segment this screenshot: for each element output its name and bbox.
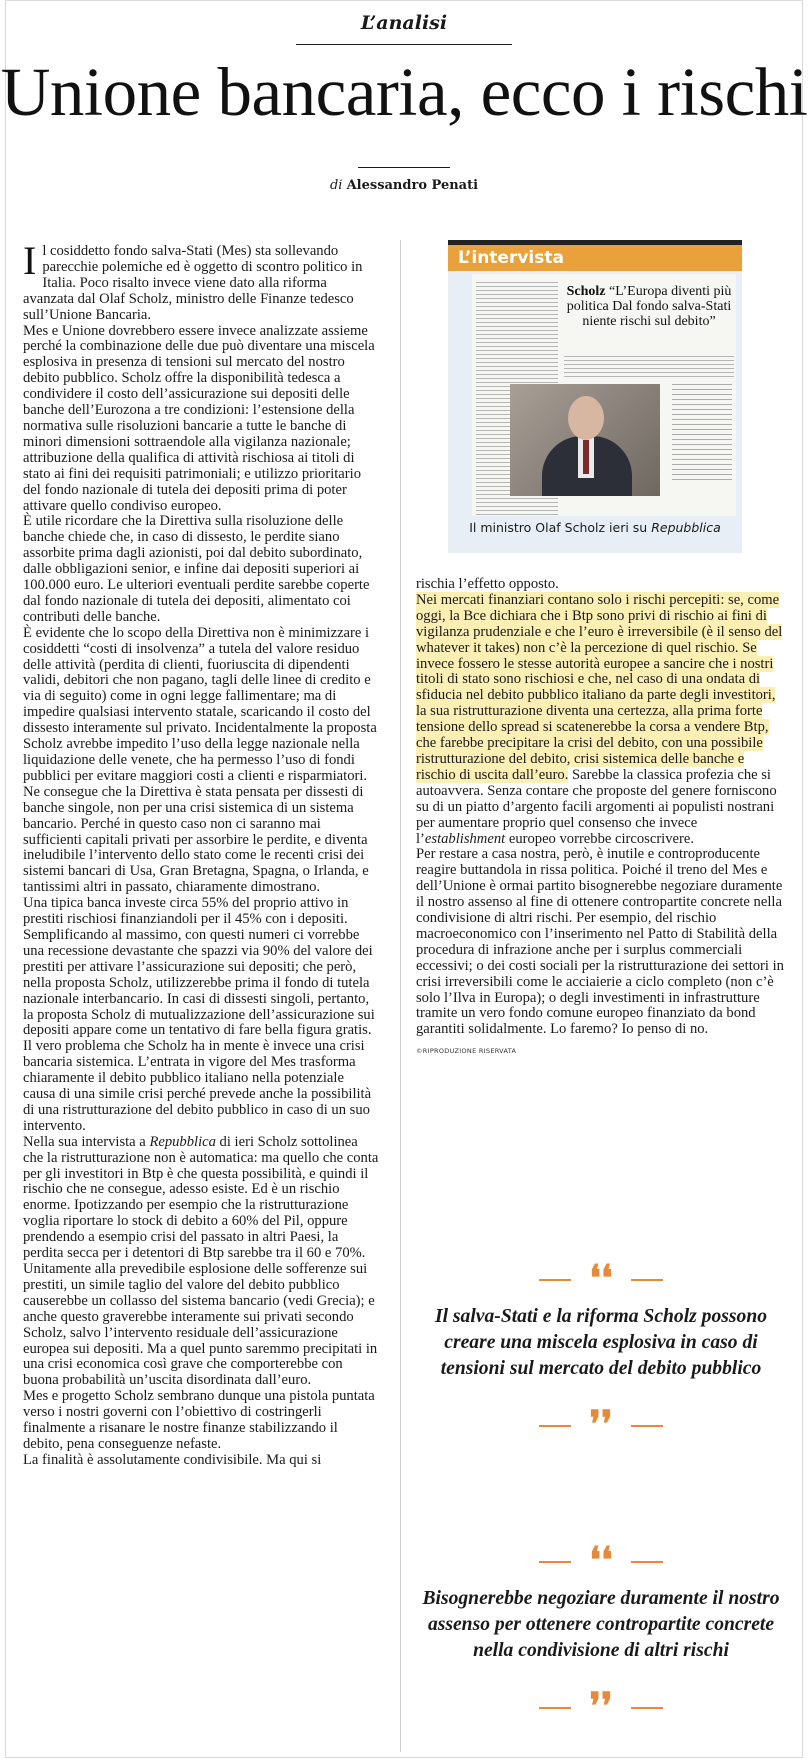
byline-prefix: di [329,178,343,193]
article-column-left [23,238,379,1469]
column-divider [400,240,401,1752]
section-kicker: L’analisi [360,12,448,34]
inset-title: Scholz “L’Europa diventi più politica Dal fondo salva-Stati niente rischi sul debito” [566,284,732,329]
pull-quote-2 [416,1539,786,1750]
inset-text-column [564,356,734,380]
quote-open-icon: ❛❛ [416,1268,786,1292]
inset-quote-text [672,384,732,484]
inset-caption: Il ministro Olaf Scholz ieri su Repubblica [469,520,721,535]
portrait-photo [510,384,660,496]
article-column-right [416,577,786,1060]
article-paragraph: rischia l’effetto opposto. [416,576,559,592]
dropcap: I [23,238,37,283]
interview-inset-image [448,240,742,553]
quote-close-icon: ❜❜ [416,1414,786,1438]
article-paragraph: Unitamente alla prevedibile esplosione delle sofferenze sui prestiti, un simile taglio del valore del debito pubblico causerebbe un collasso del sistema bancario (vedi Grecia); e anche questo graverebbe interamente sui privati secondo Scholz, salvo l’intervento residuale dell’assicurazione europea sui depositi. Ma a quel punto saremmo precipitati in una crisi economica così grave che comporterebbe con buona probabilità un’uscita disordinata dall’euro. [23,1261,378,1389]
article-paragraph: Per restare a casa nostra, però, è inutile e controproducente reagire buttandola in rissa politica. Poiché il treno del Mes e dell’Unione è ormai partito bisognerebbe negoziare duramente il nostro assenso al fine di ottenere contropartite concrete nella condivisione di altri rischi. Per esempio, del rischio macroeconomico con l’inserimento nel Patto di Stabilità della procedura di infrazione anche per i surplus commerciali eccessivi; o dei costi sociali per la ristrutturazione dei settori in crisi irreversibili come le acciaierie a ciclo completo (non c’è solo l’Ilva in Europa); o degli investimenti in infrastrutture tramite un vero fondo comune europeo finanziato da bond garantiti solidalmente. Lo faremo? Io penso di no. [416,846,784,1038]
pull-quote-text: Il salva-Stati e la riforma Scholz possono creare una miscela esplosiva in caso di tensioni sul mercato del debito pubblico [434,1306,768,1379]
byline-author: Alessandro Penati [346,178,479,193]
kicker-rule [296,44,512,45]
quote-close-icon: ❜❜ [416,1696,786,1720]
pull-quote-text: Bisognerebbe negoziare duramente il nostro assenso per ottenere contropartite concrete nella condivisione di altri rischi [422,1588,780,1661]
pull-quote-1 [416,1257,786,1468]
copyright-notice: ©RIPRODUZIONE RISERVATA [416,1047,517,1056]
article-paragraph: È utile ricordare che la Direttiva sulla risoluzione delle banche chiede che, in caso di dissesto, le perdite siano assorbite prima dagli azionisti, poi dal debito subordinato, dalle obbligazioni senior, e infine dai depositi superiori ai 100.000 euro. Le ulteriori eventuali perdite sarebbe coperte dal fondo nazionale di tutela dei depositi, alimentato coi contributi delle banche. [23,513,370,625]
byline-rule [358,167,450,168]
article-paragraph: Nella sua intervista a Repubblica di ieri Scholz sottolinea che la ristrutturazione non è automatica: ma quello che conta per gli investitori in Btp è che questa possibilità, e quindi il rischio che ne consegue, adesso esiste. Ed è un rischio enorme. Ipotizzando per esempio che la ristrutturazione voglia riportare lo stock di debito a 60% del Pil, oppure prendendo a esempio crisi del passato in altri Paesi, la perdita secca per i detentori di Btp sarebbe tra il 60 e 70%. [23,1133,379,1262]
highlighted-text: Nei mercati finanziari contano solo i rischi percepiti: se, come oggi, la Bce dichiara che i Btp sono privi di rischio ai fini di vigilanza prudenziale e che l’euro è irreversibile (è il senso del whatever it takes) non c’è la percezione di quel rischio. Se invece fossero le stesse autorità europee a sancire che i nostri titoli di stato sono rischiosi e che, nel caso di una ondata di sfiducia nel debito pubblico italiano da parte degli investitori, la sua ristrutturazione diventa una certezza, alla prima forte tensione dello spread si scatenerebbe la corsa a vendere Btp, che farebbe precipitare la crisi del debito, con una possibile ristrutturazione del debito, crisi sistemica delle banche e rischio di uscita dall’euro. [416,591,783,783]
article-paragraph: La finalità è assolutamente condivisibile. Ma qui si [23,1451,322,1468]
quote-open-icon: ❛❛ [416,1550,786,1574]
article-paragraph: Mes e progetto Scholz sembrano dunque una pistola puntata verso i nostri governi con l’obiettivo di costringerli finalmente a risanare le nostre finanze stabilizzando il debito, pena conseguenze nefaste. [23,1388,375,1452]
article-paragraph: Mes e Unione dovrebbero essere invece analizzate assieme perché la combinazione delle due può diventare una miscela esplosiva in presenza di tensioni sul mercato del nostro debito pubblico. Scholz offre la disponibilità tedesca a condividere il costo dell’assicurazione sui depositi delle banche dell’Eurozona a tre condizioni: l’estensione della normativa sulle risoluzioni bancarie a tutte le banche di minori dimensioni sottraendole alla vigilanza nazionale; attribuzione della qualifica di attività rischiosa ai titoli di stato ai fini dei requisiti patrimoniali; e utilizzo prioritario del fondo nazionale di tutela dei depositi prima di poter attivare quello condiviso europeo. [23,322,375,514]
inset-label: L’intervista [448,245,742,271]
article-paragraph: Nei mercati finanziari contano solo i rischi percepiti: se, come oggi, la Bce dichiara che i Btp sono privi di rischio ai fini di vigilanza prudenziale e che l’euro è irreversibile (è il senso del whatever it takes) non c’è la percezione di quel rischio. Se invece fossero le stesse autorità europee a sancire che i nostri titoli di stato sono rischiosi e che, nel caso di una ondata di sfiducia nel debito pubblico italiano da parte degli investitori, la sua ristrutturazione diventa una certezza, alla prima forte tensione dello spread si scatenerebbe la corsa a vendere Btp, che farebbe precipitare la crisi del debito, con una possibile ristrutturazione del debito, crisi sistemica delle banche e rischio di uscita dall’euro. Sarebbe la classica profezia che si autoavvera. Senza contare che proposte del genere forniscono su di un piatto d’argento facili argomenti ai populisti nostrani per aumentare proprio quel consenso che invece l’establishment europeo vorrebbe circoscrivere. [416,591,783,847]
publication-name: Repubblica [149,1133,216,1150]
inset-newspaper-page [472,274,736,516]
headline: Unione bancaria, ecco i rischi [0,54,808,130]
article-paragraph: Una tipica banca investe circa 55% del proprio attivo in prestiti rischiosi finanziandoli per il 45% con i depositi. Semplificando al massimo, con questi numeri ci vorrebbe una recessione devastante che spazzi via 90% del valore dei prestiti per attivare l’assicurazione sui depositi; che però, nella proposta Scholz, utilizzerebbe prima il fondo di tutela nazionale interbancario. In casi di dissesti singoli, pertanto, la proposta Scholz di mutualizzazione dell’assicurazione sui depositi appare come un tentativo di fare bella figura gratis. Il vero problema che Scholz ha in mente è invece una crisi bancaria sistemica. L’entrata in vigore del Mes trasforma chiaramente il debito pubblico italiano nella potenziale causa di una simile crisi perché prevede anche la possibilità di una ristrutturazione del debito pubblico in caso di un suo intervento. [23,895,375,1134]
article-paragraph: È evidente che lo scopo della Direttiva non è minimizzare i cosiddetti “costi di insolvenza” a tutela del valore residuo delle attività (perdita di clienti, fuoriuscita di dipendenti validi, debitori che non pagano, tagli delle linee di credito e via di seguito) come in ogni legge fallimentare; ma di impedire qualsiasi intervento statale, scaricando il costo del dissesto interamente sul privato. Incidentalmente la proposta Scholz avrebbe impedito l’uso della legge nazionale nella liquidazione delle venete, che ha permesso l’uso di fondi pubblici per evitare maggiori costi a clienti e risparmiatori. Ne consegue che la Direttiva è stata pensata per dissesti di banche singole, non per una crisi sistemica di un sistema bancario. Perché in questo caso non ci saranno mai sufficienti capitali privati per assorbire le perdite, e diventa ineludibile l’intervento dello stato come le recenti crisi dei sistemi bancari di Usa, Gran Bretagna, Spagna, o Irlanda, e tantissimi altri in passato, chiaramente dimostrano. [23,624,377,896]
byline [0,178,808,193]
article-paragraph: Il cosiddetto fondo salva-Stati (Mes) sta sollevando parecchie polemiche ed è oggetto di scontro politico in Italia. Poco risalto invece viene dato alla riforma avanzata dal Olaf Scholz, ministro delle Finanze tedesco sull’Unione Bancaria. [23,238,363,323]
